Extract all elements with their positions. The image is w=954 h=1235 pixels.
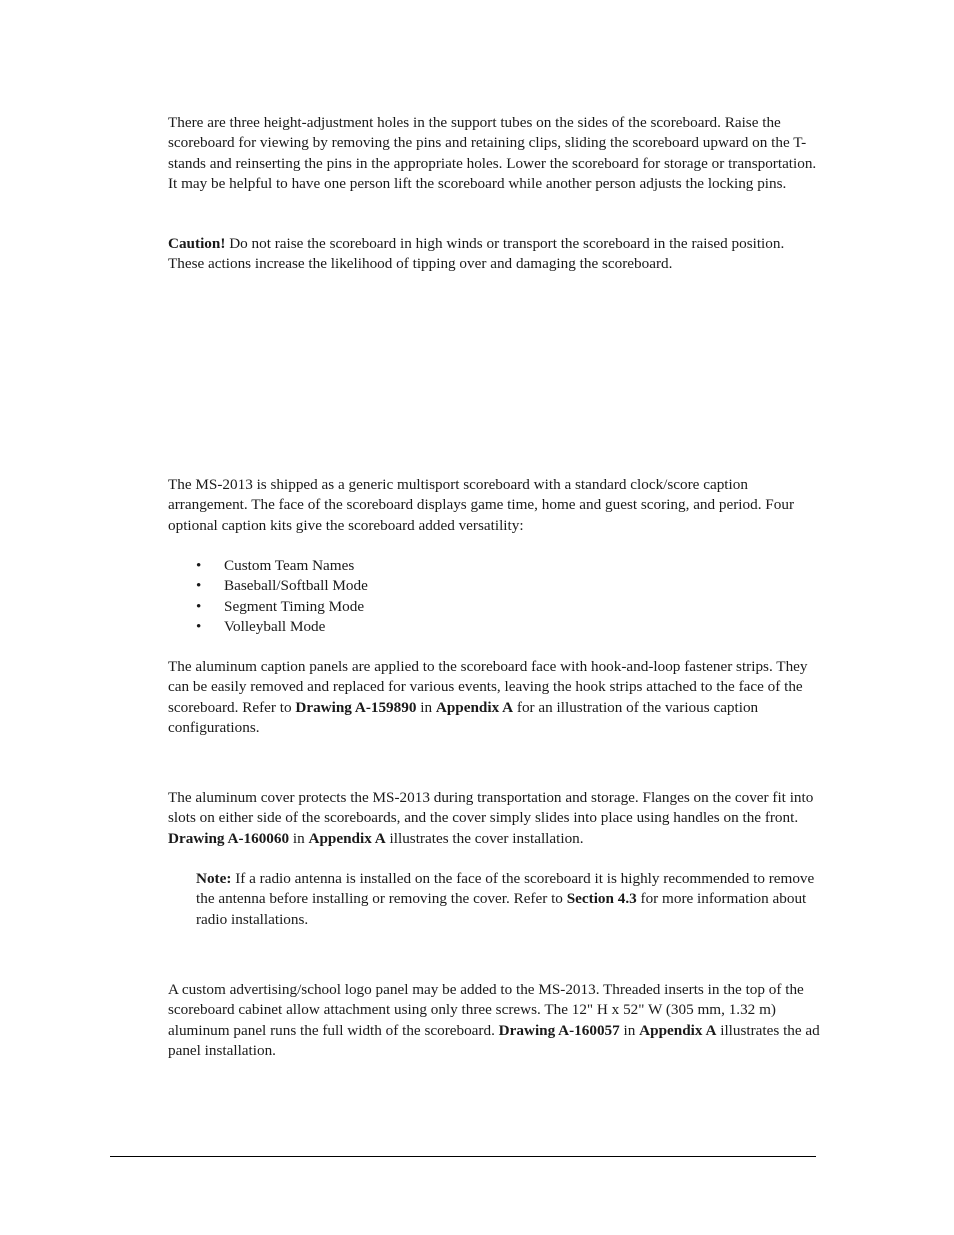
appendix-reference: Appendix A bbox=[308, 829, 386, 847]
drawing-reference: Drawing A-160057 bbox=[498, 1021, 620, 1039]
appendix-reference: Appendix A bbox=[435, 698, 514, 716]
note-text-1: If a radio antenna is installed on the face of the scoreboard it is highly recommended to remove the antenna before installing or removing the cover. Refer to bbox=[196, 870, 815, 908]
appendix-reference: Appendix A bbox=[639, 1021, 717, 1039]
ad-panel-text-2: in bbox=[619, 1021, 640, 1039]
ad-panel-text-1: A custom advertising/school logo panel may be added to the MS-2013. Threaded inserts in the top of the scoreboard cabinet allow attachment using only three screws. The 12" H x 52" W (305 mm, 1.32 m) aluminum panel runs the full width of the scoreboard. bbox=[168, 981, 804, 1039]
list-item: • Custom Team Names bbox=[168, 556, 824, 576]
caption-intro-paragraph: The MS-2013 is shipped as a generic multisport scoreboard with a standard clock/score caption arrangement. The face of the scoreboard displays game time, home and guest scoring, and period. Four optional caption kits give the scoreboard added versatility: bbox=[168, 476, 795, 534]
drawing-reference: Drawing A-159890 bbox=[295, 698, 417, 716]
caution-label: Caution! bbox=[168, 235, 226, 252]
cover-text-1: The aluminum cover protects the MS-2013 during transportation and storage. Flanges on the cover fit into slots on either side of the scoreboards, and the cover simply slides into place using handles on the front. bbox=[168, 789, 814, 827]
caution-paragraph bbox=[168, 234, 824, 275]
footer-divider bbox=[110, 1156, 816, 1157]
ad-panel-paragraph bbox=[168, 980, 824, 1061]
caption-panels-paragraph bbox=[168, 657, 824, 738]
cover-paragraph bbox=[168, 788, 824, 849]
caption-panels-text-2: in bbox=[416, 698, 436, 716]
drawing-reference: Drawing A-160060 bbox=[168, 829, 290, 847]
section-reference: Section 4.3 bbox=[566, 890, 637, 908]
note-paragraph bbox=[196, 869, 824, 930]
cover-text-2: in bbox=[289, 829, 309, 847]
list-item: • Segment Timing Mode bbox=[168, 597, 824, 617]
list-item: • Baseball/Softball Mode bbox=[168, 576, 824, 596]
caption-panels-text-1: The aluminum caption panels are applied to the scoreboard face with hook-and-loop fastener strips. They can be easily removed and replaced for various events, leaving the hook strips attached to the face of the scoreboard. Refer to bbox=[168, 658, 808, 716]
caption-kits-list bbox=[168, 556, 824, 637]
list-item: • Volleyball Mode bbox=[168, 617, 824, 637]
cover-text-3: illustrates the cover installation. bbox=[385, 829, 584, 847]
note-label: Note: bbox=[196, 870, 232, 887]
height-adjustment-paragraph: There are three height-adjustment holes in the support tubes on the sides of the scoreboard. Raise the scoreboard for viewing by removing the pins and retaining clips, sliding the scoreboard upward on the T-stands and reinserting the pins in the appropriate holes. Lower the scoreboard for storage or transportation. It may be helpful to have one person lift the scoreboard while another person adjusts the locking pins. bbox=[168, 114, 817, 192]
caption-panels-text-3: for an illustration of the various caption configurations. bbox=[168, 698, 759, 736]
ad-panel-text-3: illustrates the ad panel installation. bbox=[168, 1021, 820, 1059]
caution-text: Do not raise the scoreboard in high winds or transport the scoreboard in the raised position. These actions increase the likelihood of tipping over and damaging the scoreboard. bbox=[168, 235, 785, 273]
note-text-2: for more information about radio installations. bbox=[196, 890, 807, 928]
